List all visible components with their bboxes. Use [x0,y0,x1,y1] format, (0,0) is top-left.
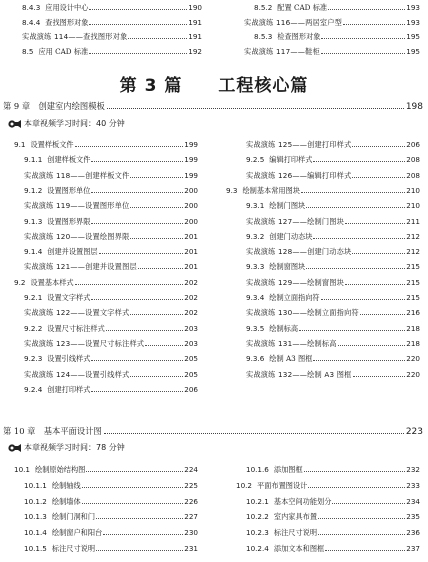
toc-entry-number: 9.3.1 [246,201,265,211]
part-heading [0,71,428,96]
toc-entry-title: 绘制立面指向符 [269,293,320,302]
toc-entry[interactable] [24,512,198,521]
leader-dots [318,533,405,535]
toc-entry-number: 10.1.3 [24,512,47,522]
leader-dots [306,267,405,269]
toc-page-number: 208 [406,170,420,180]
toc-entry-number: 8.5.3 [254,32,273,41]
toc-entry-title: 查找图形对象 [45,17,89,27]
toc-lab-entry[interactable] [246,278,420,287]
toc-entry[interactable] [246,155,420,164]
toc-entry-title: 检查图形对象 [277,32,321,41]
leader-dots [345,222,405,224]
toc-entry-number: 8.4.4 [22,17,41,27]
toc-page-number: 191 [188,17,202,27]
leader-dots [91,160,183,162]
toc-entry-number: 9.1.2 [24,185,43,195]
toc-entry-title: 实战演练 114——查找图形对象 [22,32,128,41]
toc-entry-title: 实战演练 125——创建打印样式 [246,140,352,149]
leader-dots [321,298,406,300]
leader-dots [103,533,183,535]
toc-entry-number: 10.1.5 [24,544,47,553]
toc-entry-title: 实战演练 119——设置图形单位 [24,201,130,211]
leader-dots [82,502,184,504]
toc-lab-entry[interactable] [244,18,420,27]
leader-dots [96,549,183,551]
toc-entry-number: 10.2.2 [246,512,269,522]
toc-entry[interactable] [14,465,198,474]
toc-entry-number: 10.2.3 [246,528,269,538]
toc-page-number: 218 [406,323,420,333]
leader-dots [352,145,405,147]
toc-lab-entry[interactable] [246,140,420,149]
leader-dots [75,145,184,147]
toc-entry-number: 8.5.2 [254,3,273,12]
toc-page-number: 200 [184,201,198,211]
toc-page-number: 215 [406,262,420,272]
leader-dots [325,549,405,551]
toc-entry[interactable] [246,544,420,553]
video-camera-icon [8,443,21,453]
toc-entry-title: 设置样板文件 [30,140,74,149]
chapter-10-study-time: 本章视频学习时间：78 分钟 [8,443,125,453]
toc-entry-title: 实战演练 129——绘制窗图块 [246,277,345,287]
toc-entry-title: 绘制窗图块 [269,262,306,272]
leader-dots [99,252,184,254]
toc-entry-number: 10.1.4 [24,528,47,538]
toc-lab-entry[interactable] [24,232,198,241]
toc-page-number: 201 [184,262,198,272]
leader-dots [130,176,183,178]
chapter-10-page: 223 [405,427,423,437]
toc-entry-title: 室内家具布置 [273,512,318,522]
toc-entry-number: 10.1.6 [246,465,269,474]
toc-entry-number: 9.1.1 [24,155,43,165]
leader-dots [313,237,405,239]
toc-entry-title: 实战演练 118——创建样板文件 [24,170,130,180]
toc-page-number: 233 [406,480,420,490]
toc-page-number: 203 [184,323,198,333]
leader-dots [360,313,405,315]
toc-entry-title: 设置文字样式 [47,293,91,302]
toc-entry-title: 绘制窗户和阳台 [51,528,103,538]
toc-page-number: 199 [184,140,198,149]
leader-dots [75,283,184,285]
toc-page-number: 226 [184,496,198,506]
toc-entry-number: 9.2.3 [24,354,43,364]
toc-page-number: 220 [406,354,420,364]
toc-entry[interactable] [246,232,420,241]
toc-entry[interactable] [246,293,420,302]
toc-lab-entry[interactable] [24,339,198,348]
toc-lab-entry[interactable] [24,201,198,210]
leader-dots [313,359,405,361]
toc-page-number: 212 [406,247,420,257]
toc-entry[interactable] [24,293,198,302]
toc-lab-entry[interactable] [246,308,420,317]
toc-page-number: 212 [406,231,420,241]
leader-dots [128,37,187,39]
toc-page-number: 202 [184,308,198,318]
toc-entry[interactable] [254,32,420,41]
toc-entry[interactable] [254,3,420,12]
leader-dots [91,298,183,300]
toc-entry[interactable] [246,465,420,474]
toc-page-number: 227 [184,512,198,522]
toc-entry-title: 创建并设置图层 [47,247,98,257]
leader-dots [96,517,183,519]
leader-dots [299,329,405,331]
toc-entry-title: 实战演练 116——两居室户型 [244,17,343,27]
toc-entry-title: 设置基本样式 [30,277,74,287]
toc-entry[interactable] [246,497,420,506]
toc-entry-title: 平面布置图设计 [257,480,308,490]
leader-dots [106,329,183,331]
toc-page-number: 199 [184,170,198,180]
toc-entry-number: 9.1.4 [24,247,43,257]
toc-entry-title: 设置图形界限 [47,216,91,226]
leader-dots [352,176,405,178]
leader-dots [138,267,183,269]
toc-entry-number: 10.2.1 [246,496,269,506]
leader-dots [301,191,405,193]
toc-entry[interactable] [246,201,420,210]
part-label: 第 3 篇 [119,76,183,96]
toc-entry[interactable] [24,354,198,363]
leader-dots [318,517,405,519]
toc-entry[interactable] [22,47,202,56]
toc-entry-number: 9.2.1 [24,293,43,302]
toc-page-number: 191 [188,32,202,41]
toc-page-number: 205 [184,354,198,364]
toc-entry[interactable] [246,354,420,363]
toc-page-number: 232 [406,465,420,474]
leader-dots [104,432,404,434]
toc-page-number: 190 [188,3,202,12]
toc-entry-title: 基本空间功能划分 [273,496,332,506]
toc-entry[interactable] [14,278,198,287]
chapter-9-page: 198 [405,102,423,112]
part-title: 工程核心篇 [218,76,309,96]
toc-lab-entry[interactable] [24,171,198,180]
toc-page-number: 201 [184,247,198,257]
toc-lab-entry[interactable] [246,339,420,348]
leader-dots [130,375,183,377]
toc-entry-number: 9.3 [226,185,238,195]
toc-entry[interactable] [24,481,198,490]
video-camera-icon [8,119,21,129]
toc-entry-title: 实战演练 130——绘制立面指向符 [246,308,359,318]
toc-lab-entry[interactable] [24,308,198,317]
toc-entry[interactable] [226,186,420,195]
chapter-9-heading[interactable] [3,101,423,112]
toc-entry-title: 绘制基本常用图块 [242,185,300,195]
toc-lab-entry[interactable] [246,370,420,379]
leader-dots [89,23,187,25]
toc-page-number: 237 [406,544,420,553]
toc-entry-title: 绘制原始结构图 [35,465,86,474]
leader-dots [86,470,183,472]
toc-entry[interactable] [24,155,198,164]
leader-dots [130,206,183,208]
toc-entry-title: 设置图形单位 [47,185,91,195]
leader-dots [130,237,183,239]
toc-entry-number: 8.5 [22,46,34,56]
toc-entry-number: 8.4.3 [22,3,41,12]
toc-entry-number: 10.2 [236,480,253,490]
chapter-10-heading[interactable] [3,426,423,437]
toc-entry-title: 绘制墙体 [51,496,81,506]
toc-entry-title: 绘制门图块 [269,201,306,211]
toc-page-number: 205 [184,369,198,379]
toc-entry-title: 实战演练 132——绘制 A3 图框 [246,369,352,379]
leader-dots [306,206,405,208]
leader-dots [91,222,183,224]
toc-entry-number: 9.3.5 [246,323,265,333]
toc-entry-title: 绘制门洞和门 [51,512,96,522]
toc-entry-title: 配置 CAD 标准 [277,3,328,12]
toc-entry[interactable] [24,247,198,256]
leader-dots [89,8,187,10]
toc-entry-title: 实战演练 121——创建并设置图层 [24,262,137,272]
leader-dots [321,52,405,54]
chapter-9-title: 第 9 章 创建室内绘图模板 [3,101,105,111]
toc-page-number: 235 [406,512,420,522]
toc-entry[interactable] [246,324,420,333]
toc-page-number: 199 [184,155,198,165]
toc-entry[interactable] [22,18,202,27]
toc-entry-title: 实战演练 122——设置文字样式 [24,308,130,318]
toc-entry[interactable] [22,3,202,12]
toc-entry-title: 绘制轴线 [51,480,81,490]
toc-entry-title: 绘制标高 [269,323,299,333]
leader-dots [130,313,183,315]
toc-lab-entry[interactable] [22,32,202,41]
toc-page-number: 216 [406,308,420,318]
toc-page-number: 215 [406,277,420,287]
toc-page-number: 210 [406,185,420,195]
toc-entry-title: 创建打印样式 [47,384,91,394]
leader-dots [107,107,404,109]
toc-entry-number: 9.3.4 [246,293,265,302]
toc-page-number: 193 [406,3,420,12]
toc-entry-title: 实战演练 117——鞋柜 [244,46,320,56]
toc-entry-title: 实战演练 123——设置尺寸标注样式 [24,338,145,348]
toc-entry[interactable] [24,544,198,553]
leader-dots [304,470,406,472]
toc-entry-title: 实战演练 126——编辑打印样式 [246,170,352,180]
toc-page-number: 202 [184,293,198,302]
toc-entry-title: 绘制 A3 图框 [269,354,313,364]
toc-entry[interactable] [246,528,420,537]
toc-page-number: 200 [184,185,198,195]
leader-dots [345,283,405,285]
toc-lab-entry[interactable] [246,247,420,256]
toc-entry-title: 实战演练 120——设置绘图界限 [24,231,130,241]
toc-entry-title: 实战演练 127——绘制门图块 [246,216,345,226]
leader-dots [332,502,405,504]
toc-entry-title: 创建门动态块 [269,231,313,241]
toc-entry[interactable] [24,385,198,394]
toc-page-number: 206 [184,384,198,394]
toc-lab-entry[interactable] [246,217,420,226]
toc-page-number: 202 [184,277,198,287]
leader-dots [91,359,183,361]
toc-page-number: 231 [184,544,198,553]
toc-entry[interactable] [236,481,420,490]
toc-page-number: 220 [406,369,420,379]
toc-page-number: 193 [406,17,420,27]
toc-entry-number: 9.3.2 [246,231,265,241]
toc-entry-title: 实战演练 128——创建门动态块 [246,247,352,257]
toc-entry-number: 10.2.4 [246,544,269,553]
leader-dots [82,486,184,488]
leader-dots [91,390,183,392]
toc-entry[interactable] [24,497,198,506]
toc-page-number: 218 [406,338,420,348]
toc-page-number: 208 [406,155,420,165]
toc-page-number: 215 [406,293,420,302]
toc-entry-title: 添加文本和图框 [273,544,325,553]
toc-entry-number: 9.2.5 [246,155,265,165]
toc-page-number: 192 [188,46,202,56]
toc-entry-title: 编辑打印样式 [269,155,313,165]
toc-lab-entry[interactable] [24,262,198,271]
toc-entry[interactable] [14,140,198,149]
toc-page-number: 236 [406,528,420,538]
leader-dots [328,8,405,10]
toc-entry-number: 9.1.3 [24,216,43,226]
leader-dots [353,375,406,377]
toc-page-number: 195 [406,46,420,56]
toc-page-number: 195 [406,32,420,41]
toc-page-number: 230 [184,528,198,538]
leader-dots [308,486,405,488]
toc-entry-title: 设置引线样式 [47,354,91,364]
toc-page-number: 234 [406,496,420,506]
toc-entry-number: 9.2 [14,277,26,287]
leader-dots [338,344,406,346]
toc-entry-title: 实战演练 131——绘制标高 [246,338,337,348]
toc-page-number: 206 [406,140,420,149]
toc-page-number: 201 [184,231,198,241]
toc-entry-number: 9.2.4 [24,384,43,394]
leader-dots [321,37,405,39]
toc-entry[interactable] [246,262,420,271]
toc-entry-number: 9.3.6 [246,354,265,364]
toc-lab-entry[interactable] [24,370,198,379]
toc-page-number: 224 [184,465,198,474]
toc-page-number: 200 [184,216,198,226]
toc-entry-number: 9.1 [14,140,26,149]
toc-page-number: 225 [184,480,198,490]
toc-entry-title: 添加图框 [273,465,303,474]
toc-lab-entry[interactable] [244,47,420,56]
toc-page-number: 210 [406,201,420,211]
leader-dots [145,344,183,346]
leader-dots [313,160,405,162]
toc-entry-title: 应用设计中心 [45,3,89,12]
toc-entry-number: 10.1.1 [24,480,47,490]
toc-lab-entry[interactable] [246,171,420,180]
toc-entry[interactable] [246,512,420,521]
toc-page-number: 211 [406,216,420,226]
toc-entry[interactable] [24,217,198,226]
chapter-10-title: 第 10 章 基本平面设计图 [3,426,102,436]
toc-entry[interactable] [24,528,198,537]
toc-entry-number: 9.2.2 [24,323,43,333]
toc-entry-title: 标注尺寸说明 [51,544,96,553]
toc-entry-title: 标注尺寸说明 [273,528,318,538]
chapter-9-study-time: 本章视频学习时间：40 分钟 [8,119,125,129]
toc-entry-number: 9.3.3 [246,262,265,272]
leader-dots [89,52,187,54]
toc-entry-title: 创建样板文件 [47,155,91,165]
toc-entry[interactable] [24,186,198,195]
leader-dots [343,23,405,25]
toc-entry-number: 10.1 [14,465,31,474]
toc-entry-title: 应用 CAD 标准 [38,46,89,56]
toc-entry[interactable] [24,324,198,333]
toc-page-number: 203 [184,338,198,348]
toc-entry-number: 10.1.2 [24,496,47,506]
toc-entry-title: 设置尺寸标注样式 [47,323,105,333]
leader-dots [352,252,405,254]
leader-dots [91,191,183,193]
toc-entry-title: 实战演练 124——设置引线样式 [24,369,130,379]
